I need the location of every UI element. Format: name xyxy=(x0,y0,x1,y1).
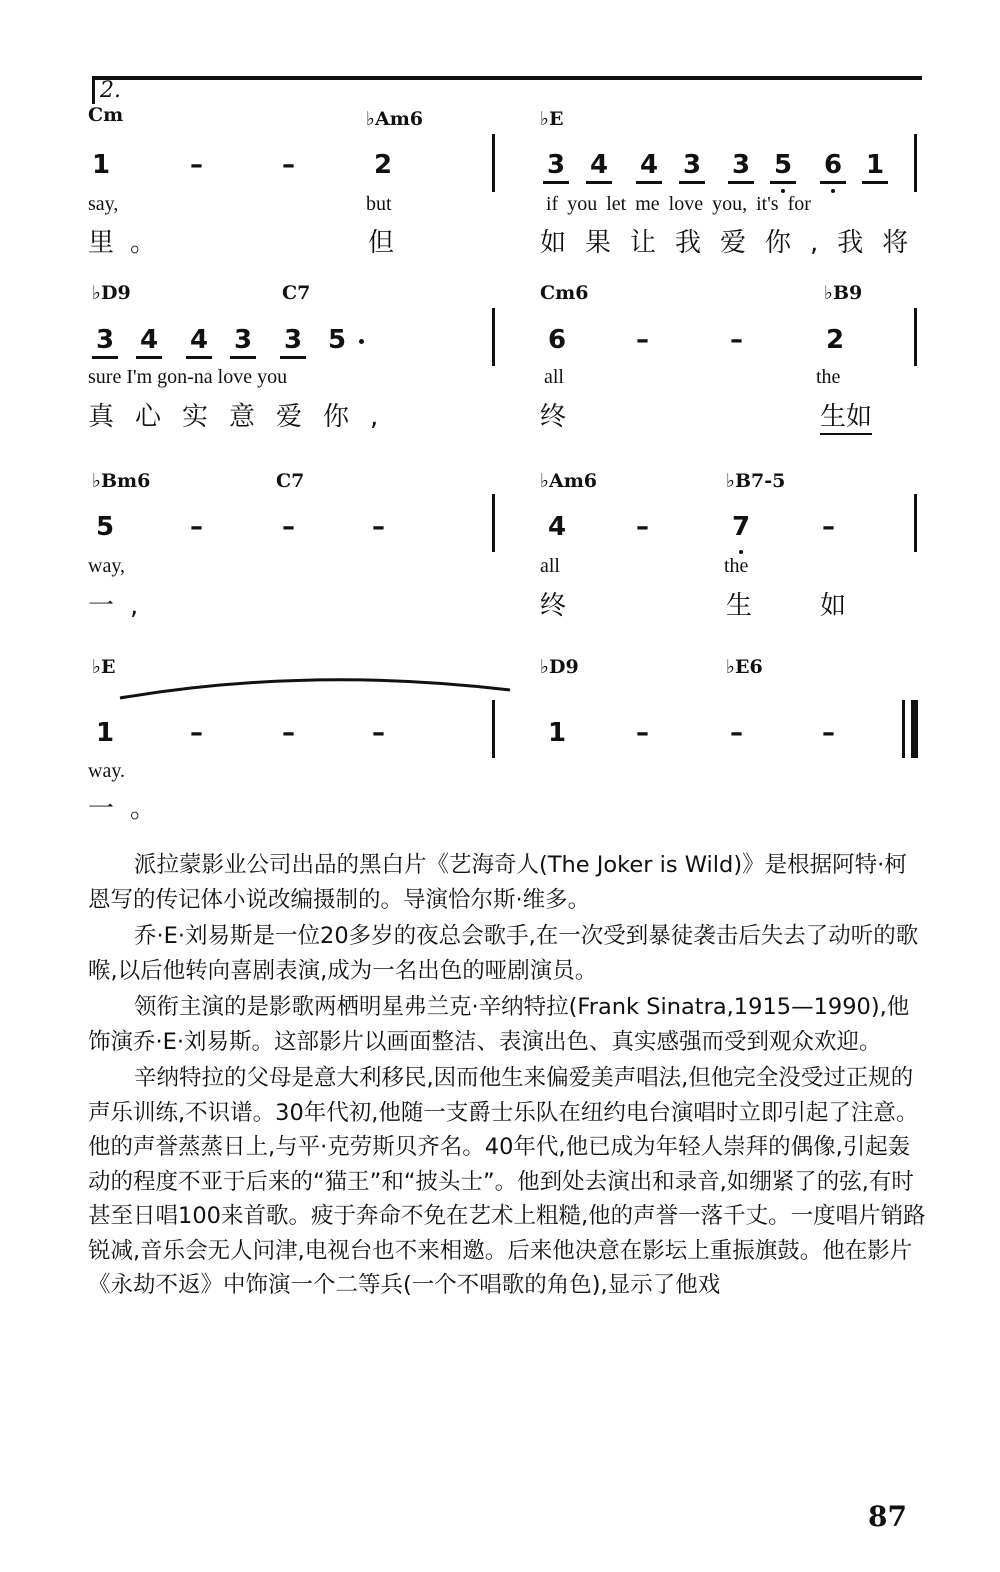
lyric-chinese: 一。 xyxy=(88,794,173,824)
paragraph: 辛纳特拉的父母是意大利移民,因而他生来偏爱美声唱法,但他完全没受过正规的声乐训练,不识谱。30年代初,他随一支爵士乐队在纽约电台演唱时立即引起了注意。他的声誉蒸蒸日上,与平·克劳斯贝齐名。40年代,他已成为年轻人崇拜的偶像,引起轰动的程度不亚于后来的“猫王”和“披头士”。他到处去演出和录音,如绷紧了的弦,有时甚至日唱100来首歌。疲于奔命不免在艺术上粗糙,他的声誉一落千丈。一度唱片销路锐减,音乐会无人问津,电视台也不来相邀。后来他决意在影坛上重振旗鼓。他在影片《永劫不返》中饰演一个二等兵(一个不唱歌的角色),显示了他戏 xyxy=(88,1065,926,1298)
chord: ♭E xyxy=(540,108,564,130)
dash: – xyxy=(636,718,649,748)
note: 4 xyxy=(586,150,612,184)
note: 1 xyxy=(862,150,888,184)
note: 4 xyxy=(136,325,162,359)
lyric-chinese: 但 xyxy=(368,228,411,258)
lyric-english: all xyxy=(540,555,560,577)
note: 5 xyxy=(95,512,115,542)
chord: ♭Am6 xyxy=(540,470,598,492)
note: 3 xyxy=(92,325,118,359)
page-number: 87 xyxy=(868,1500,907,1533)
note: 3 xyxy=(543,150,569,184)
lyric-chinese: 真心实意爱你, xyxy=(88,402,400,432)
note: 7 xyxy=(728,512,754,542)
note: 4 xyxy=(636,150,662,184)
tie-slur xyxy=(0,0,1000,760)
lyric-english: way. xyxy=(88,760,126,782)
dash: – xyxy=(190,718,203,748)
note: 4 xyxy=(186,325,212,359)
dash: – xyxy=(730,718,743,748)
lyric-english: all xyxy=(544,366,564,388)
lyric-chinese: 终 xyxy=(540,591,583,621)
lyric-chinese: 里。 xyxy=(88,228,173,258)
chord: ♭D9 xyxy=(92,282,131,304)
volta-number: 2. xyxy=(100,78,121,103)
paragraph: 领衔主演的是影歌两栖明星弗兰克·辛纳特拉(Frank Sinatra,1915—1990),他饰演乔·E·刘易斯。这部影片以画面整洁、表演出色、真实感强而受到观众欢迎。 xyxy=(88,994,910,1055)
lyric-english: the xyxy=(724,555,749,577)
paragraph: 乔·E·刘易斯是一位20多岁的夜总会歌手,在一次受到暴徒袭击后失去了动听的歌喉,以后他转向喜剧表演,成为一名出色的哑剧演员。 xyxy=(88,923,919,984)
paragraph: 派拉蒙影业公司出品的黑白片《艺海奇人(The Joker is Wild)》是根据阿特·柯恩写的传记体小说改编摄制的。导演恰尔斯·维多。 xyxy=(88,852,907,913)
dash: – xyxy=(282,512,295,542)
lyric-english: if you let me love you, it's for xyxy=(546,193,811,215)
chord: ♭Bm6 xyxy=(92,470,151,492)
article-body xyxy=(88,848,928,1303)
final-barline-thick xyxy=(911,700,918,758)
lyric-english: but xyxy=(366,193,392,215)
note: 3 xyxy=(728,150,754,184)
chord: Cm6 xyxy=(540,282,589,304)
lyric-chinese: 如 xyxy=(820,591,863,621)
dash: – xyxy=(730,325,743,355)
chord: ♭Am6 xyxy=(366,108,424,130)
lyric-chinese: 终 xyxy=(540,402,583,432)
dash: – xyxy=(372,718,385,748)
lyric-english: sure I'm gon-na love you xyxy=(88,366,288,388)
chord: ♭D9 xyxy=(540,656,579,678)
note: 6 xyxy=(547,325,567,355)
note: 5 xyxy=(324,325,350,355)
dash: – xyxy=(822,512,835,542)
dash: – xyxy=(636,325,649,355)
barline xyxy=(492,700,495,758)
chord: ♭B7-5 xyxy=(726,470,786,492)
note: 1 xyxy=(547,718,567,748)
chord: ♭E xyxy=(92,656,116,678)
dash: – xyxy=(636,512,649,542)
dash: – xyxy=(282,150,295,180)
final-barline-thin xyxy=(902,700,905,758)
note: 3 xyxy=(230,325,256,359)
note: 3 xyxy=(679,150,705,184)
note: 2 xyxy=(373,150,393,180)
note: 5 xyxy=(770,150,796,184)
lyric-chinese: 生 xyxy=(726,591,769,621)
note: 1 xyxy=(95,718,115,748)
lyric-chinese: 如果让我爱你,我将 xyxy=(540,228,928,258)
note: 3 xyxy=(280,325,306,359)
note: 1 xyxy=(91,150,111,180)
lyric-chinese: 生如 xyxy=(820,396,872,435)
dash: – xyxy=(372,512,385,542)
dash: – xyxy=(822,718,835,748)
dash: – xyxy=(282,718,295,748)
chord: C7 xyxy=(282,282,311,304)
note: 6 xyxy=(820,150,846,184)
chord: ♭E6 xyxy=(726,656,763,678)
note: 2 xyxy=(825,325,845,355)
note: 4 xyxy=(547,512,567,542)
dash: – xyxy=(190,512,203,542)
chord: C7 xyxy=(276,470,305,492)
lyric-english: the xyxy=(816,366,841,388)
lyric-english: way, xyxy=(88,555,126,577)
lyric-chinese: 一, xyxy=(88,591,155,621)
chord: ♭B9 xyxy=(824,282,863,304)
lyric-english: say, xyxy=(88,193,119,215)
chord: Cm xyxy=(88,104,124,126)
dash: – xyxy=(190,150,203,180)
